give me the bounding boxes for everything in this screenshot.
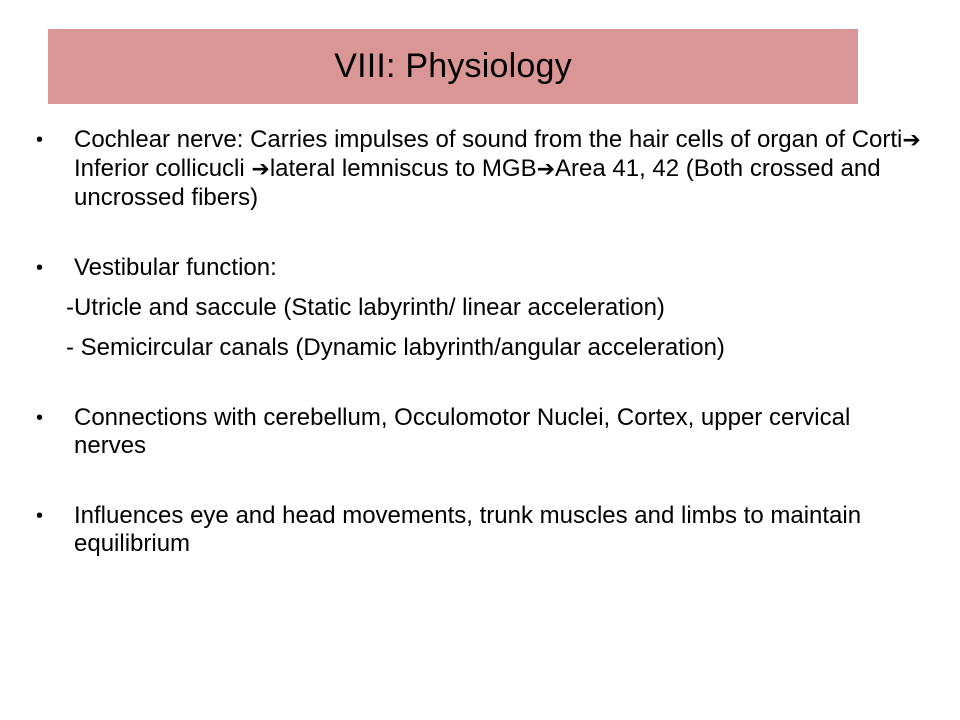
bullet-text: Influences eye and head movements, trunk muscles and limbs to maintain equilibrium (74, 502, 862, 557)
bullet-text-part: Cochlear nerve: Carries impulses of sound from the hair cells of organ of Corti (74, 126, 903, 153)
bullet-dot: • (36, 257, 44, 279)
slide-body (36, 126, 926, 558)
bullet-dot: • (36, 407, 44, 429)
bullet-text: Connections with cerebellum, Occulomotor Nuclei, Cortex, upper cervical nerves (74, 404, 851, 459)
bullet-dot: • (36, 505, 44, 527)
arrow-icon: ➔ (251, 157, 270, 182)
bullet-item-vestibular-function (36, 254, 926, 282)
sub-item: - Semicircular canals (Dynamic labyrinth/angular acceleration) (66, 334, 725, 361)
bullet-item-influences (36, 502, 926, 558)
sub-item: -Utricle and saccule (Static labyrinth/ linear acceleration) (66, 294, 665, 321)
bullet-item-connections (36, 404, 926, 460)
spacer (36, 212, 926, 254)
title-banner (48, 29, 858, 104)
spacer (36, 460, 926, 502)
bullet-text-part: lateral lemniscus to MGB (269, 155, 537, 182)
bullet-text-part: Inferior collicucli (74, 155, 252, 182)
bullet-item-cochlear-nerve (36, 126, 926, 212)
arrow-icon: ➔ (536, 157, 556, 182)
slide-title: VIII: Physiology (334, 47, 572, 85)
bullet-text-part: Area 41, 42 (Both crossed and uncrossed fibers) (74, 155, 881, 211)
bullet-text (74, 126, 926, 212)
spacer (36, 362, 926, 404)
bullet-dot: • (36, 129, 44, 151)
arrow-icon: ➔ (902, 128, 921, 153)
bullet-text: Vestibular function: (74, 254, 277, 281)
